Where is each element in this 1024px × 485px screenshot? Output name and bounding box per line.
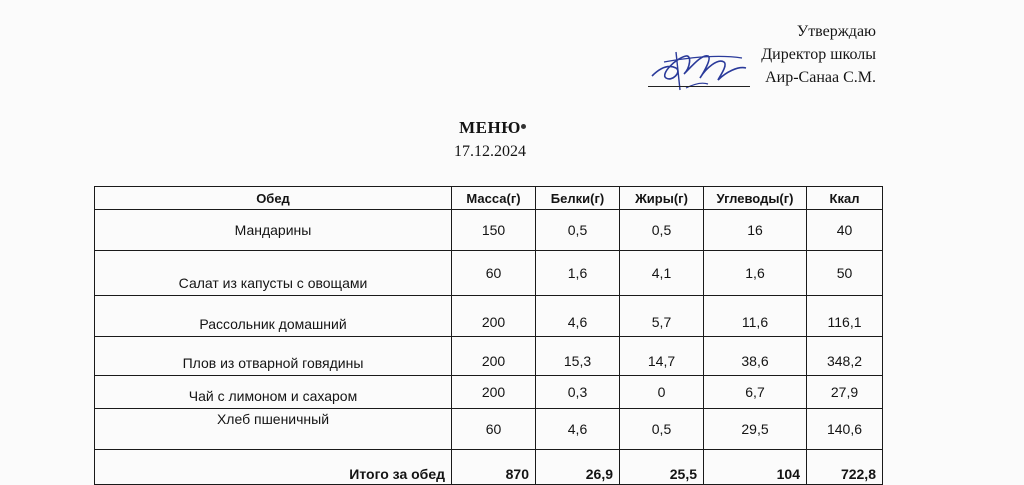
dish-name: Чай с лимоном и сахаром (95, 376, 452, 409)
cell-carbs: 6,7 (704, 376, 807, 409)
cell-mass: 200 (452, 337, 536, 376)
cell-kcal: 348,2 (807, 337, 883, 376)
cell-mass: 200 (452, 376, 536, 409)
table-row (95, 210, 883, 251)
menu-table (94, 186, 883, 485)
total-kcal: 722,8 (807, 450, 883, 485)
header-protein: Белки(г) (536, 187, 620, 210)
table-row (95, 251, 883, 296)
cell-kcal: 140,6 (807, 409, 883, 450)
total-label: Итого за обед (95, 450, 452, 485)
dish-name: Плов из отварной говядины (95, 337, 452, 376)
dish-name: Мандарины (95, 210, 452, 251)
header-fat: Жиры(г) (620, 187, 704, 210)
table-row (95, 376, 883, 409)
table-header-row (95, 187, 883, 210)
table-row (95, 296, 883, 337)
cell-protein: 4,6 (536, 296, 620, 337)
cell-fat: 5,7 (620, 296, 704, 337)
table-row (95, 337, 883, 376)
cell-kcal: 116,1 (807, 296, 883, 337)
document-title: МЕНЮ (459, 118, 521, 137)
cell-fat: 0 (620, 376, 704, 409)
cell-protein: 1,6 (536, 251, 620, 296)
cell-protein: 0,5 (536, 210, 620, 251)
cell-fat: 4,1 (620, 251, 704, 296)
cell-carbs: 16 (704, 210, 807, 251)
cell-kcal: 50 (807, 251, 883, 296)
dish-name: Салат из капусты с овощами (95, 251, 452, 296)
header-dish: Обед (95, 187, 452, 210)
cell-carbs: 11,6 (704, 296, 807, 337)
cell-carbs: 29,5 (704, 409, 807, 450)
approval-line-approve: Утверждаю (796, 23, 876, 40)
cell-mass: 150 (452, 210, 536, 251)
cell-kcal: 27,9 (807, 376, 883, 409)
approval-line-name: Аир-Санаа С.М. (765, 69, 876, 86)
cell-mass: 60 (452, 409, 536, 450)
document-date: 17.12.2024 (454, 143, 526, 160)
signature-line (648, 86, 750, 87)
approval-block (761, 20, 876, 89)
approval-line-position: Директор школы (761, 46, 876, 63)
cell-protein: 4,6 (536, 409, 620, 450)
header-kcal: Ккал (807, 187, 883, 210)
cell-fat: 0,5 (620, 210, 704, 251)
dish-name: Рассольник домашний (95, 296, 452, 337)
total-mass: 870 (452, 450, 536, 485)
cell-protein: 15,3 (536, 337, 620, 376)
total-carbs: 104 (704, 450, 807, 485)
total-protein: 26,9 (536, 450, 620, 485)
cell-fat: 14,7 (620, 337, 704, 376)
total-fat: 25,5 (620, 450, 704, 485)
ink-dot (521, 124, 526, 129)
header-mass: Масса(г) (452, 187, 536, 210)
cell-kcal: 40 (807, 210, 883, 251)
cell-protein: 0,3 (536, 376, 620, 409)
cell-mass: 200 (452, 296, 536, 337)
dish-name: Хлеб пшеничный (95, 409, 452, 450)
cell-carbs: 1,6 (704, 251, 807, 296)
cell-fat: 0,5 (620, 409, 704, 450)
handwritten-signature (646, 38, 766, 98)
table-total-row (95, 450, 883, 485)
table-row (95, 409, 883, 450)
header-carbs: Углеводы(г) (704, 187, 807, 210)
cell-mass: 60 (452, 251, 536, 296)
cell-carbs: 38,6 (704, 337, 807, 376)
